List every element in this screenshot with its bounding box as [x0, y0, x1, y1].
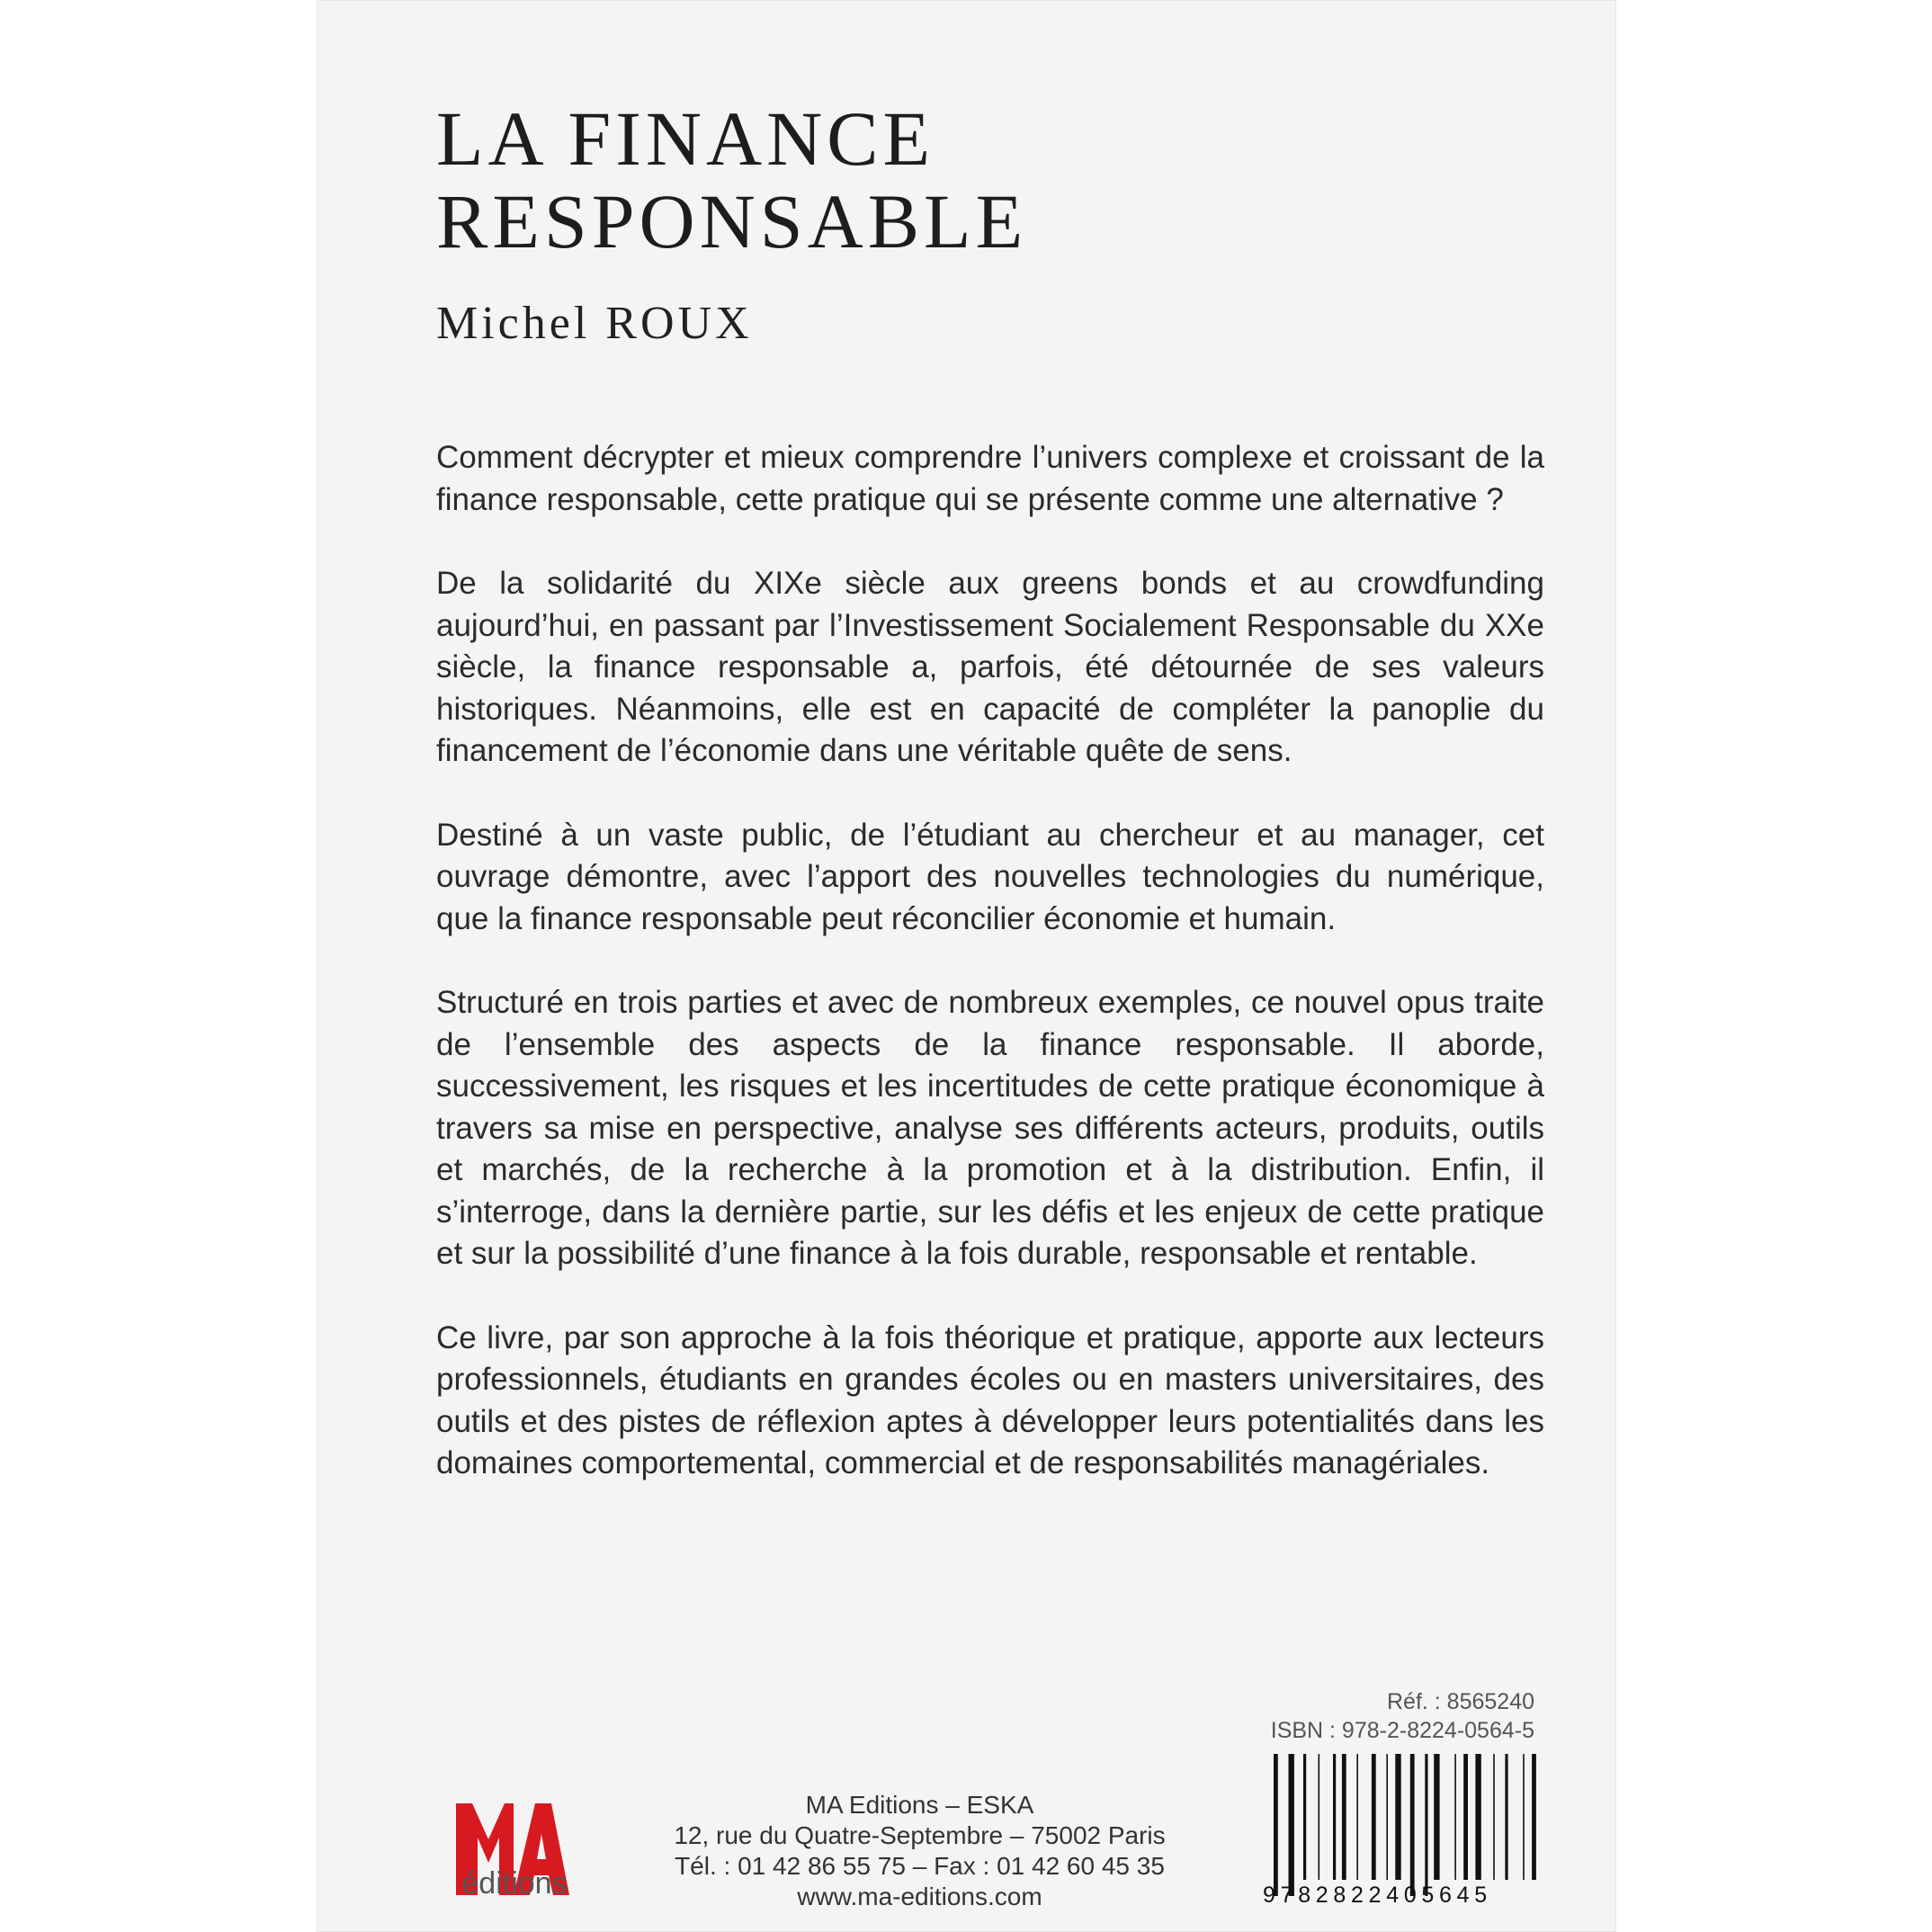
barcode-bar: [1333, 1754, 1336, 1880]
barcode-bar: [1454, 1754, 1456, 1880]
publisher-address: 12, rue du Quatre-Septembre – 75002 Paris: [674, 1821, 1166, 1849]
barcode-bar: [1342, 1754, 1346, 1880]
barcode-bar: [1463, 1754, 1468, 1880]
ref-number: Réf. : 8565240: [1386, 1689, 1534, 1714]
barcode-bar: [1532, 1754, 1536, 1880]
barcode-bar: [1425, 1754, 1427, 1896]
barcode-bar: [1386, 1754, 1388, 1880]
publisher-website[interactable]: www.ma-editions.com: [797, 1883, 1042, 1910]
blurb-paragraph: Comment décrypter et mieux comprendre l’univers complexe et croissant de la finance responsable, cette pratique qui se présente comme une alternative ?: [436, 440, 1544, 517]
blurb-paragraph: Ce livre, par son approche à la fois théorique et pratique, apporte aux lecteurs professionnels, étudiants en grandes écoles ou en masters universitaires, des outils et des pistes de réflexion aptes à développer leurs potentialités dans les domaines comportemental, commercial et de responsabilités managériales.: [436, 1319, 1544, 1480]
publisher-info: [630, 1790, 1210, 1912]
barcode-bar: [1505, 1754, 1507, 1880]
barcode-digits: 9782822405645: [1263, 1883, 1492, 1908]
title-line-2: RESPONSABLE: [436, 178, 1028, 264]
barcode-bar: [1493, 1754, 1495, 1880]
barcode-bar: [1434, 1754, 1439, 1880]
barcode: [1263, 1754, 1540, 1898]
barcode-bar: [1356, 1754, 1358, 1880]
blurb-paragraph: De la solidarité du XIXe siècle aux greens bonds et au crowdfunding aujourd’hui, en passant par l’Investissement Socialement Responsable du XXe siècle, la finance responsable a, parfois, été détournée de ses valeurs historiques. Néanmoins, elle est en capacité de compléter la panoplie du financement de l’économie dans une véritable quête de sens.: [436, 566, 1544, 768]
isbn-number: ISBN : 978-2-8224-0564-5: [1270, 1718, 1534, 1743]
barcode-bar: [1523, 1754, 1525, 1880]
logo-subtitle: éditions: [461, 1866, 568, 1901]
publisher-name: MA Editions – ESKA: [805, 1791, 1034, 1819]
barcode-bar: [1303, 1754, 1306, 1880]
barcode-bar: [1475, 1754, 1480, 1880]
barcode-bar: [1410, 1754, 1415, 1896]
blurb: [436, 437, 1544, 1527]
blurb-paragraph: Destiné à un vaste public, de l’étudiant au chercheur et au manager, cet ouvrage démontre, avec l’apport des nouvelles technologies du numérique, que la finance responsable peut réconcilier économie et humain.: [436, 817, 1544, 936]
blurb-paragraph: Structuré en trois parties et avec de nombreux exemples, ce nouvel opus traite de l’ensemble des aspects de la finance responsable. Il aborde, successivement, les risques et les incertitudes de cette pratique économique à travers sa mise en perspective, analyse ses différents acteurs, produits, outils et marchés, de la recherche à la promotion et à la distribution. Enfin, il s’interroge, dans la dernière partie, sur les défis et les enjeux de cette pratique et sur la possibilité d’une finance à la fois durable, responsable et rentable.: [436, 985, 1544, 1271]
reference-info: [1241, 1687, 1534, 1745]
barcode-bar: [1289, 1754, 1294, 1896]
book-title: [436, 97, 1027, 263]
author-name: Michel ROUX: [436, 298, 753, 349]
barcode-bar: [1274, 1754, 1278, 1896]
barcode-bar: [1372, 1754, 1376, 1880]
barcode-bar: [1319, 1754, 1320, 1880]
barcode-bar: [1395, 1754, 1400, 1880]
publisher-phone: Tél. : 01 42 86 55 75 – Fax : 01 42 60 45 35: [675, 1852, 1165, 1880]
title-line-1: LA FINANCE: [436, 95, 935, 182]
